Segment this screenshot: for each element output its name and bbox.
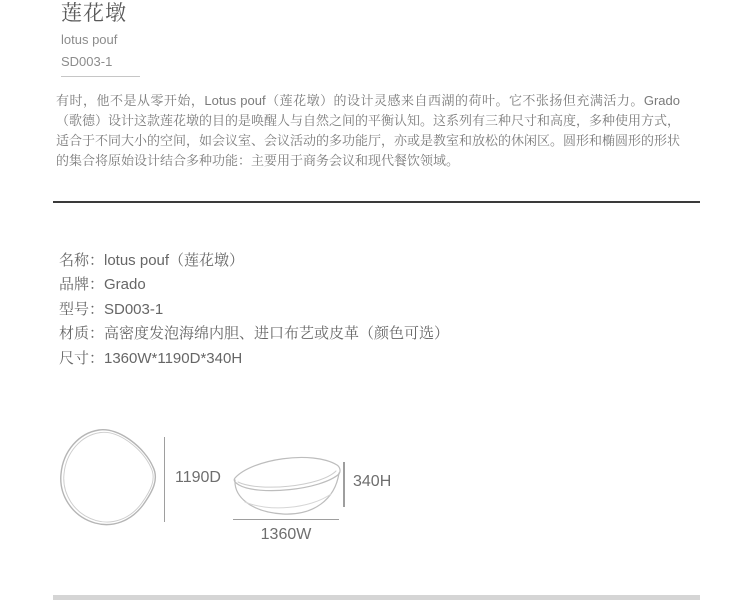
depth-dimension-line bbox=[164, 437, 165, 522]
height-dimension-line bbox=[343, 462, 345, 507]
height-dimension-label: 340H bbox=[353, 473, 392, 490]
spec-item-brand: 品牌：Grado bbox=[59, 276, 146, 294]
spec-item-material: 材质：高密度发泡海绵内胆、进口布艺或皮革（颜色可选） bbox=[59, 325, 450, 343]
width-dimension-label: 1360W bbox=[260, 526, 312, 543]
product-description: 有时，他不是从零开始，Lotus pouf（莲花墩）的设计灵感来自西湖的荷叶。它不张扬但充满活力。Grado（歌德）设计这款莲花墩的目的是唤醒人与自然之间的平衡认知。这系列有三种尺寸和高度，多种使用方式，适合于不同大小的空间，如会议室、会议活动的多功能厅，亦或是教室和放松的休闲区。圆形和椭圆形的形状的集合将原始设计结合多种功能：主要用于商务会议和现代餐饮领域。 bbox=[56, 93, 681, 168]
spec-list bbox=[59, 249, 449, 371]
section-divider bbox=[53, 201, 700, 203]
width-dimension-line bbox=[233, 519, 339, 520]
product-model-code: SD003-1 bbox=[61, 54, 113, 69]
side-view-drawing bbox=[232, 445, 344, 519]
product-title-en: lotus pouf bbox=[61, 32, 118, 47]
top-view-drawing bbox=[57, 427, 163, 529]
footer-bar bbox=[53, 595, 700, 600]
spec-item-size: 尺寸：1360W*1190D*340H bbox=[59, 349, 243, 367]
spec-item-model: 型号：SD003-1 bbox=[59, 300, 164, 318]
title-divider bbox=[61, 76, 140, 77]
spec-item-name: 名称：lotus pouf（莲花墩） bbox=[59, 252, 245, 269]
depth-dimension-label: 1190D bbox=[175, 469, 221, 486]
product-title-cn: 莲花墩 bbox=[61, 2, 127, 25]
